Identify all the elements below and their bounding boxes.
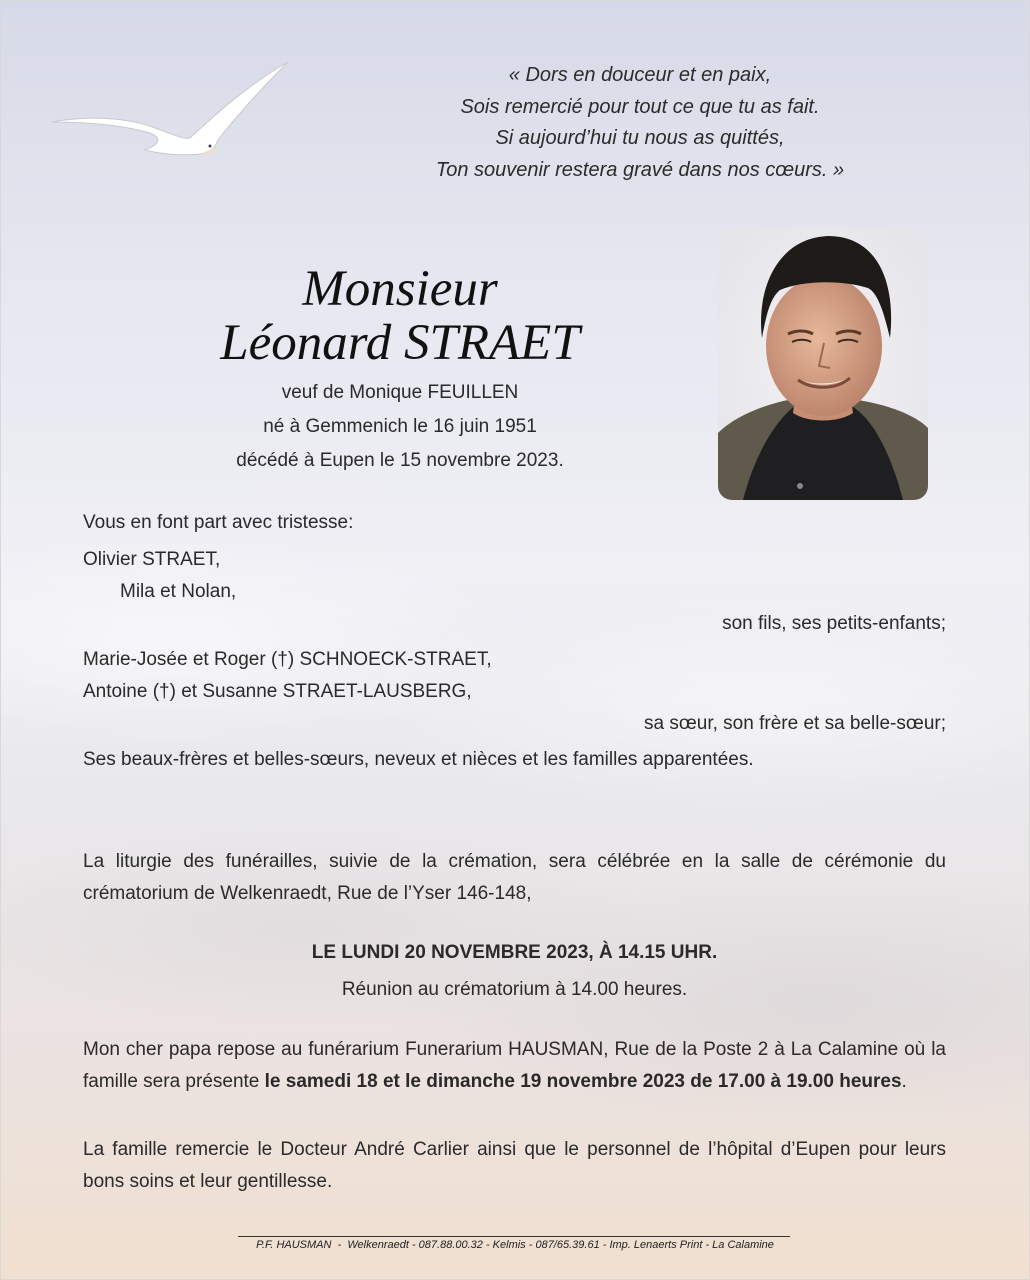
widower-line: veuf de Monique FEUILLEN [281, 382, 519, 403]
seagull-illustration [50, 60, 295, 175]
family-son: Olivier STRAET, [83, 549, 221, 570]
birth-line: né à Gemmenich le 16 juin 1951 [263, 416, 537, 437]
family-sister: Marie-Josée et Roger (†) SCHNOECK-STRAET, [83, 649, 492, 670]
ceremony-meeting: Réunion au crématorium à 14.00 heures. [341, 979, 688, 1000]
family-relation-1: son fils, ses petits-enfants; [722, 613, 946, 634]
poem-line: Ton souvenir restera gravé dans nos cœurs. » [435, 158, 845, 181]
family-intro: Vous en font part avec tristesse: [83, 512, 354, 533]
ceremony-date: LE LUNDI 20 NOVEMBRE 2023, À 14.15 UHR. [311, 942, 718, 963]
visitation-text-start: Mon cher papa repose au funérarium Funerarium HAUSMAN, Rue de la Poste 2 à La Calamine où la famille sera présente [83, 1039, 946, 1092]
honorific: Monsieur [302, 261, 498, 317]
poem-line: « Dors en douceur et en paix, [508, 64, 772, 86]
poem [380, 60, 900, 186]
thanks-text: La famille remercie le Docteur André Carlier ainsi que le personnel de l’hôpital d’Eupen pour leurs bons soins et leur gentillesse. [83, 1139, 946, 1192]
visitation-text [83, 1034, 946, 1097]
family-relation-2: sa sœur, son frère et sa belle-sœur; [644, 713, 946, 734]
visitation-text-end: . [901, 1070, 907, 1092]
family-grandchildren: Mila et Nolan, [120, 581, 237, 602]
poem-line: Sois remercié pour tout ce que tu as fait. [460, 95, 820, 118]
poem-line: Si aujourd’hui tu nous as quittés, [495, 127, 785, 149]
deceased-info [160, 376, 640, 478]
ceremony-text: La liturgie des funérailles, suivie de la crémation, sera célébrée en la salle de cérémonie du crématorium de Welkenraedt, Rue de l’Yser 146-148, [83, 851, 946, 904]
footer-divider [238, 1236, 790, 1237]
family-others: Ses beaux-frères et belles-sœurs, neveux et nièces et les familles apparentées. [83, 749, 754, 770]
deceased-name-heading [150, 262, 650, 370]
visitation-dates: le samedi 18 et le dimanche 19 novembre 2023 de 17.00 à 19.00 heures [264, 1070, 902, 1092]
deceased-name: Léonard STRAET [220, 315, 580, 371]
family-brother: Antoine (†) et Susanne STRAET-LAUSBERG, [83, 681, 472, 702]
portrait-photo [718, 228, 928, 500]
death-line: décédé à Eupen le 15 novembre 2023. [236, 450, 564, 471]
footer: P.F. HAUSMAN - Welkenraedt - 087.88.00.32 - Kelmis - 087/65.39.61 - Imp. Lenaerts Print - La Calamine [256, 1239, 774, 1251]
